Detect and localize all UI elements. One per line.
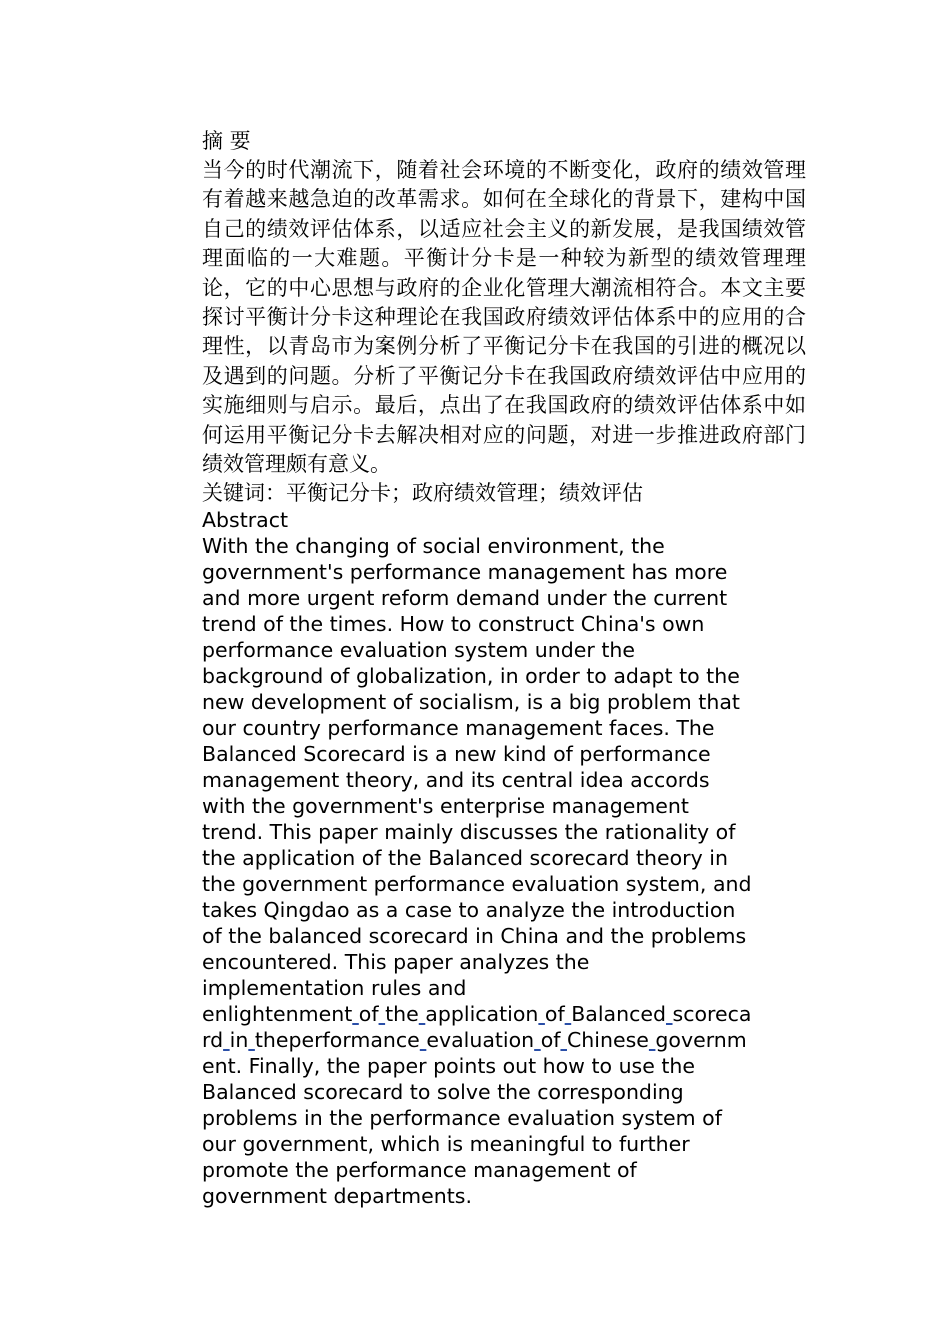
word: of (544, 1002, 565, 1027)
word: the (385, 1002, 419, 1027)
word: in (229, 1028, 249, 1053)
abstract-en-line: and more urgent reform demand under the current (202, 586, 728, 611)
abstract-zh-keywords: 关键词：平衡记分卡；政府绩效管理；绩效评估 (202, 481, 643, 506)
abstract-en-line: trend of the times. How to construct China's own (202, 612, 705, 637)
word: of (540, 1028, 561, 1053)
abstract-en-line: of the balanced scorecard in China and the problems (202, 924, 747, 949)
abstract-zh-heading: 摘 要 (202, 129, 251, 153)
abstract-en-line: Balanced Scorecard is a new kind of performance (202, 742, 711, 767)
abstract-en-line: the application of the Balanced scorecard theory in (202, 846, 728, 871)
abstract-en-line: new development of socialism, is a big problem that (202, 690, 740, 715)
abstract-en-line: trend. This paper mainly discusses the rationality of (202, 820, 736, 845)
word: of (358, 1002, 379, 1027)
abstract-en-line: ent. Finally, the paper points out how to use the (202, 1054, 696, 1079)
abstract-en-line: management theory, and its central idea accords (202, 768, 710, 793)
abstract-en-line: our government, which is meaningful to further (202, 1132, 690, 1157)
abstract-en-body (202, 533, 806, 1209)
document-page (202, 126, 806, 1209)
abstract-en-line: encountered. This paper analyzes the (202, 950, 590, 975)
abstract-en-line: performance evaluation system under the (202, 638, 635, 663)
abstract-en-heading: Abstract (202, 508, 289, 533)
word: application (425, 1002, 539, 1027)
word: Chinese (566, 1028, 649, 1053)
abstract-zh-body: 当今的时代潮流下，随着社会环境的不断变化，政府的绩效管理有着越来越急迫的改革需求。如何在全球化的背景下，建构中国自己的绩效评估体系，以适应社会主义的新发展，是我国绩效管理面临的一大难题。平衡计分卡是一种较为新型的绩效管理理论，它的中心思想与政府的企业化管理大潮流相符合。本文主要探讨平衡计分卡这种理论在我国政府绩效评估体系中的应用的合理性，以青岛市为案例分析了平衡记分卡在我国的引进的概况以及遇到的问题。分析了平衡记分卡在我国政府绩效评估中应用的实施细则与启示。最后，点出了在我国政府的绩效评估体系中如何运用平衡记分卡去解决相对应的问题，对进一步推进政府部门绩效管理颇有意义。 (202, 158, 806, 477)
abstract-en-line: government's performance management has more (202, 560, 728, 585)
word: governm (655, 1028, 747, 1053)
abstract-en-line: government departments. (202, 1184, 472, 1209)
abstract-en-line: with the government's enterprise management (202, 794, 689, 819)
abstract-en-line: takes Qingdao as a case to analyze the introduction (202, 898, 736, 923)
word: theperformance (254, 1028, 420, 1053)
word: Balanced (571, 1002, 666, 1027)
abstract-en-line-underlined-spaces (202, 1001, 806, 1027)
word: evaluation (426, 1028, 535, 1053)
abstract-en-line: problems in the performance evaluation system of (202, 1106, 722, 1131)
abstract-en-line: our country performance management faces. The (202, 716, 715, 741)
abstract-en-line-underlined-spaces (202, 1027, 806, 1053)
word: enlightenment (202, 1002, 353, 1027)
abstract-en-line: background of globalization, in order to adapt to the (202, 664, 740, 689)
word: scoreca (672, 1002, 752, 1027)
abstract-en-line: With the changing of social environment, the (202, 534, 665, 559)
abstract-en-line: promote the performance management of (202, 1158, 637, 1183)
abstract-en-line: the government performance evaluation system, and (202, 872, 752, 897)
abstract-en-line: Balanced scorecard to solve the corresponding (202, 1080, 684, 1105)
word: rd (202, 1028, 224, 1053)
abstract-en-line: implementation rules and (202, 976, 467, 1001)
